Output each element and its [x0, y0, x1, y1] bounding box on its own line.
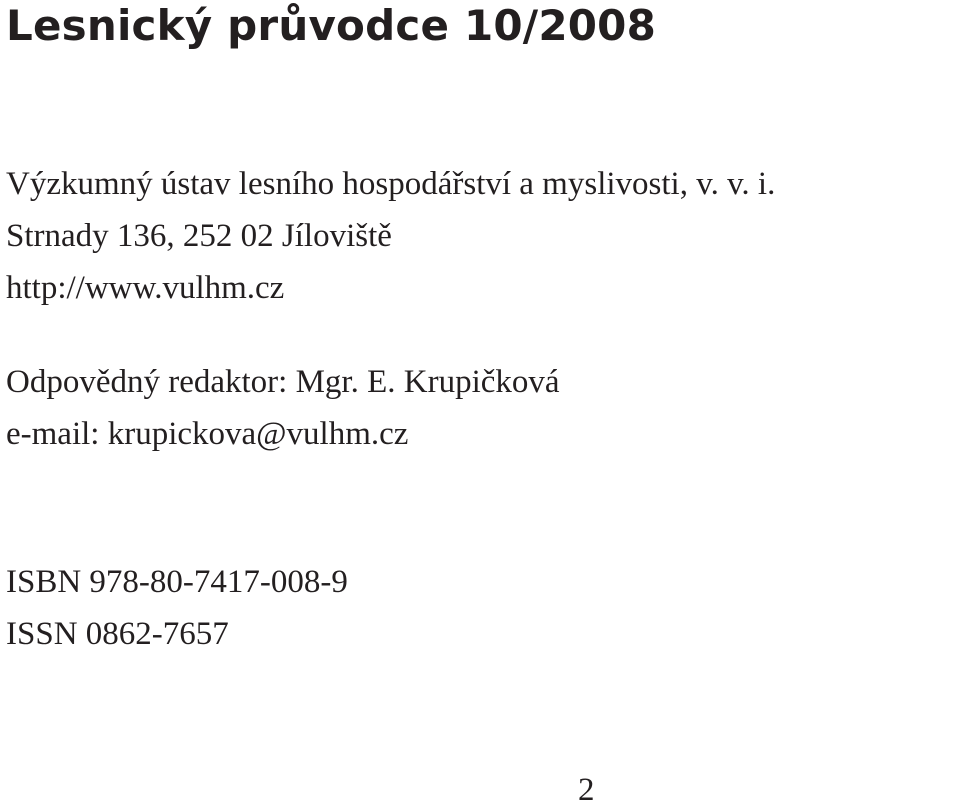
- publisher-block: [6, 158, 775, 314]
- publisher-name: Výzkumný ústav lesního hospodářství a myslivosti, v. v. i.: [6, 166, 776, 202]
- page-number: 2: [578, 772, 595, 808]
- responsible-editor: Odpovědný redaktor: Mgr. E. Krupičková: [6, 364, 560, 400]
- identifiers-block: [6, 556, 348, 660]
- editor-block: [6, 356, 560, 460]
- isbn-code: ISBN 978-80-7417-008-9: [6, 564, 348, 600]
- publisher-address: Strnady 136, 252 02 Jíloviště: [6, 218, 392, 254]
- publisher-website-link[interactable]: http://www.vulhm.cz: [6, 270, 285, 306]
- page-title: Lesnický průvodce 10/2008: [6, 1, 657, 50]
- editor-email-link[interactable]: e-mail: krupickova@vulhm.cz: [6, 416, 409, 452]
- issn-code: ISSN 0862-7657: [6, 616, 229, 652]
